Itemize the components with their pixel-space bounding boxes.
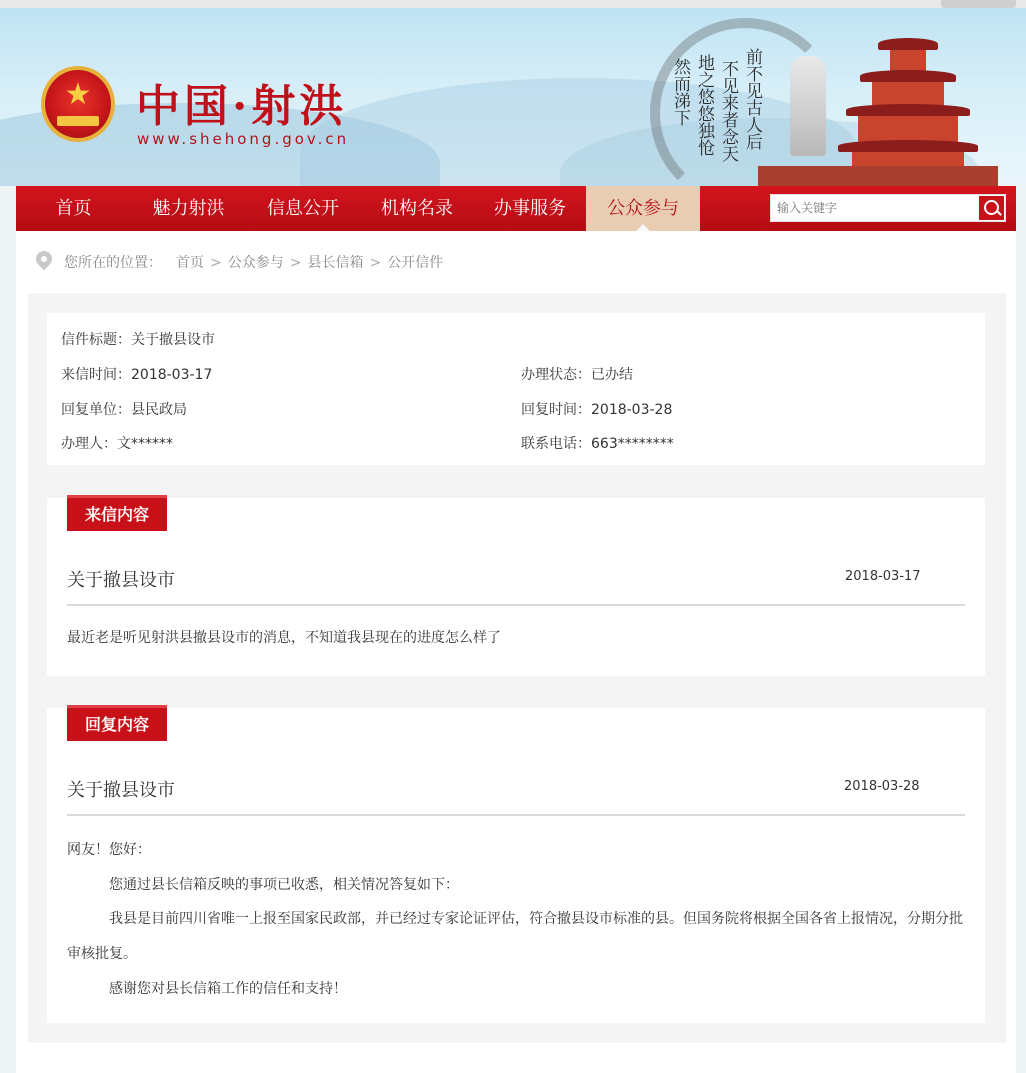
breadcrumb-separator: >: [369, 255, 382, 271]
national-emblem-icon: ★: [41, 66, 115, 142]
letter-body: 最近老是听见射洪县撤县设市的消息，不知道我县现在的进度怎么样了: [67, 630, 501, 646]
reply-date: 2018-03-28: [844, 779, 920, 794]
breadcrumb-public-participation[interactable]: 公众参与: [227, 255, 284, 271]
letter-content-card: [47, 498, 985, 676]
divider: [67, 604, 965, 606]
calligraphy-line: 然而涕下: [670, 58, 690, 126]
sent-time-field: 来信时间：2018-03-17: [61, 367, 213, 383]
reply-paragraph: 我县是目前四川省唯一上报至国家民政部，并已经过专家论证评估，符合撤县设市标准的县。但国务院将根据全国各省上报情况，分期分批: [109, 911, 963, 927]
site-banner: [0, 8, 1026, 186]
browser-top-bar: [0, 0, 1026, 8]
top-bar-button[interactable]: [941, 0, 1016, 8]
calligraphy-poem: [660, 48, 770, 168]
divider: [67, 814, 965, 816]
breadcrumb-label: 您所在的位置：: [64, 255, 162, 271]
handler-field: 办理人：文******: [61, 436, 173, 452]
letter-date: 2018-03-17: [845, 569, 921, 584]
status-field: 办理状态：已办结: [521, 367, 633, 383]
reply-time-field: 回复时间：2018-03-28: [521, 402, 673, 418]
breadcrumb-separator: >: [210, 255, 222, 271]
breadcrumb-mailbox[interactable]: 县长信箱: [307, 255, 364, 271]
reply-title: 关于撤县设市: [67, 780, 175, 801]
reply-content-tag: 回复内容: [67, 708, 167, 741]
letter-title-field: 信件标题：关于撤县设市: [61, 332, 215, 348]
calligraphy-line: 地之悠悠独怆: [694, 54, 714, 156]
calligraphy-line: 不见来者念天: [718, 60, 738, 162]
reply-unit-field: 回复单位：县民政局: [61, 402, 187, 418]
reply-content-card: [47, 708, 985, 1023]
breadcrumb: [176, 252, 443, 272]
nav-item-directory[interactable]: 机构名录: [381, 198, 453, 219]
search-input[interactable]: [771, 195, 989, 221]
pagoda-tower-image: [838, 38, 978, 186]
breadcrumb-home[interactable]: 首页: [176, 255, 204, 271]
letter-content-tag: 来信内容: [67, 498, 167, 531]
nav-item-home[interactable]: 首页: [55, 198, 92, 219]
reply-closing: 感谢您对县长信箱工作的信任和支持！: [109, 981, 347, 997]
calligraphy-line: 前不见古人后: [742, 48, 762, 150]
breadcrumb-public-letters[interactable]: 公开信件: [387, 255, 444, 271]
letter-info-card: [47, 313, 985, 465]
statue-image: [790, 56, 826, 156]
nav-item-charm[interactable]: 魅力射洪: [152, 198, 225, 219]
nav-item-info-disclosure[interactable]: 信息公开: [267, 198, 339, 219]
nav-item-services[interactable]: 办事服务: [494, 198, 566, 219]
site-title: 中国·射洪: [136, 81, 348, 132]
search-button[interactable]: [979, 196, 1004, 220]
reply-paragraph: 您通过县长信箱反映的事项已收悉，相关情况答复如下：: [109, 877, 459, 893]
search-box: [770, 194, 1006, 222]
site-url: www.shehong.gov.cn: [137, 130, 350, 148]
phone-field: 联系电话：663********: [521, 436, 674, 452]
letter-title: 关于撤县设市: [67, 570, 175, 591]
breadcrumb-separator: >: [289, 255, 302, 271]
nav-item-public-participation[interactable]: 公众参与: [586, 186, 700, 231]
reply-greeting: 网友！您好：: [67, 842, 151, 858]
reply-paragraph-continuation: 审核批复。: [67, 946, 137, 962]
